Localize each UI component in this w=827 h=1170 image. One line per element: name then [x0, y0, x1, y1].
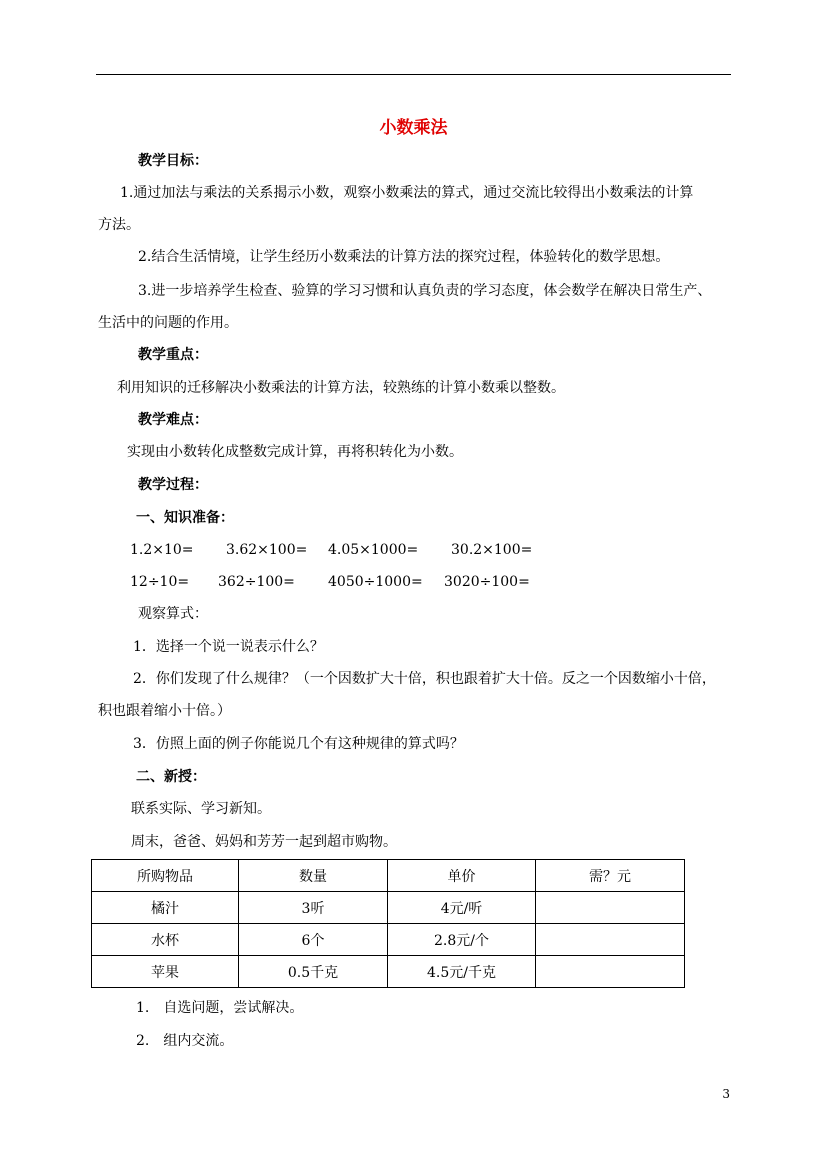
- difficulty-text: 实现由小数转化成整数完成计算，再将积转化为小数。: [127, 444, 463, 460]
- section-1-heading: 一、知识准备：: [136, 510, 234, 526]
- goal-3-line-1: 3.进一步培养学生检查、验算的学习习惯和认真负责的学习态度，体会数学在解决日常生产、: [138, 283, 712, 299]
- document-title: 小数乘法: [379, 118, 448, 138]
- table-header-row: [92, 860, 685, 892]
- table-header-cell: 所购物品: [92, 860, 239, 892]
- table-cell: 2.8元/个: [388, 924, 536, 956]
- table-header-cell: 单价: [388, 860, 536, 892]
- calc-1-1: 1.2×10=: [130, 542, 194, 558]
- table-cell: [536, 892, 685, 924]
- table-cell: 0.5千克: [239, 956, 388, 988]
- goal-2: 2.结合生活情境，让学生经历小数乘法的计算方法的探究过程，体验转化的数学思想。: [138, 249, 670, 265]
- section-2-scenario: 周末，爸爸、妈妈和芳芳一起到超市购物。: [131, 834, 397, 850]
- table-cell: 水杯: [92, 924, 239, 956]
- table-cell: [536, 956, 685, 988]
- question-2-line-2: 积也跟着缩小十倍。）: [98, 703, 231, 719]
- question-2-line-1: 2．你们发现了什么规律？（一个因数扩大十倍，积也跟着扩大十倍。反之一个因数缩小十倍，: [133, 671, 716, 687]
- table-row: [92, 892, 685, 924]
- calc-1-3: 4.05×1000=: [328, 542, 419, 558]
- section-2-heading: 二、新授：: [136, 769, 206, 785]
- section-2-intro: 联系实际、学习新知。: [131, 801, 271, 817]
- step-2: 2. 组内交流。: [136, 1033, 234, 1049]
- table-cell: [536, 924, 685, 956]
- calc-2-2: 362÷100=: [218, 574, 295, 590]
- table-cell: 4元/听: [388, 892, 536, 924]
- goal-3-line-2: 生活中的问题的作用。: [98, 315, 238, 331]
- header-rule: [96, 74, 731, 75]
- table-header-cell: 需？元: [536, 860, 685, 892]
- calc-1-2: 3.62×100=: [226, 542, 308, 558]
- key-text: 利用知识的迁移解决小数乘法的计算方法，较熟练的计算小数乘以整数。: [117, 380, 565, 396]
- calc-2-4: 3020÷100=: [444, 574, 530, 590]
- key-heading: 教学重点：: [138, 347, 208, 363]
- step-1: 1. 自选问题，尝试解决。: [136, 1000, 304, 1016]
- question-1: 1．选择一个说一说表示什么？: [133, 639, 324, 655]
- calc-2-3: 4050÷1000=: [328, 574, 423, 590]
- table-cell: 4.5元/千克: [388, 956, 536, 988]
- table-cell: 橘汁: [92, 892, 239, 924]
- question-3: 3．仿照上面的例子你能说几个有这种规律的算式吗？: [133, 736, 464, 752]
- difficulty-heading: 教学难点：: [138, 412, 208, 428]
- goal-1-line-2: 方法。: [98, 217, 140, 233]
- table-header-cell: 数量: [239, 860, 388, 892]
- table-cell: 苹果: [92, 956, 239, 988]
- process-heading: 教学过程：: [138, 477, 208, 493]
- calc-2-1: 12÷10=: [130, 574, 190, 590]
- table-cell: 6个: [239, 924, 388, 956]
- shopping-table: [91, 859, 685, 988]
- calc-1-4: 30.2×100=: [451, 542, 533, 558]
- table-row: [92, 956, 685, 988]
- page-number: 3: [722, 1087, 730, 1101]
- goal-1-line-1: 1.通过加法与乘法的关系揭示小数，观察小数乘法的算式，通过交流比较得出小数乘法的计算: [120, 185, 694, 201]
- table-cell: 3听: [239, 892, 388, 924]
- observe-label: 观察算式：: [138, 606, 208, 622]
- goals-heading: 教学目标：: [138, 153, 208, 169]
- table-row: [92, 924, 685, 956]
